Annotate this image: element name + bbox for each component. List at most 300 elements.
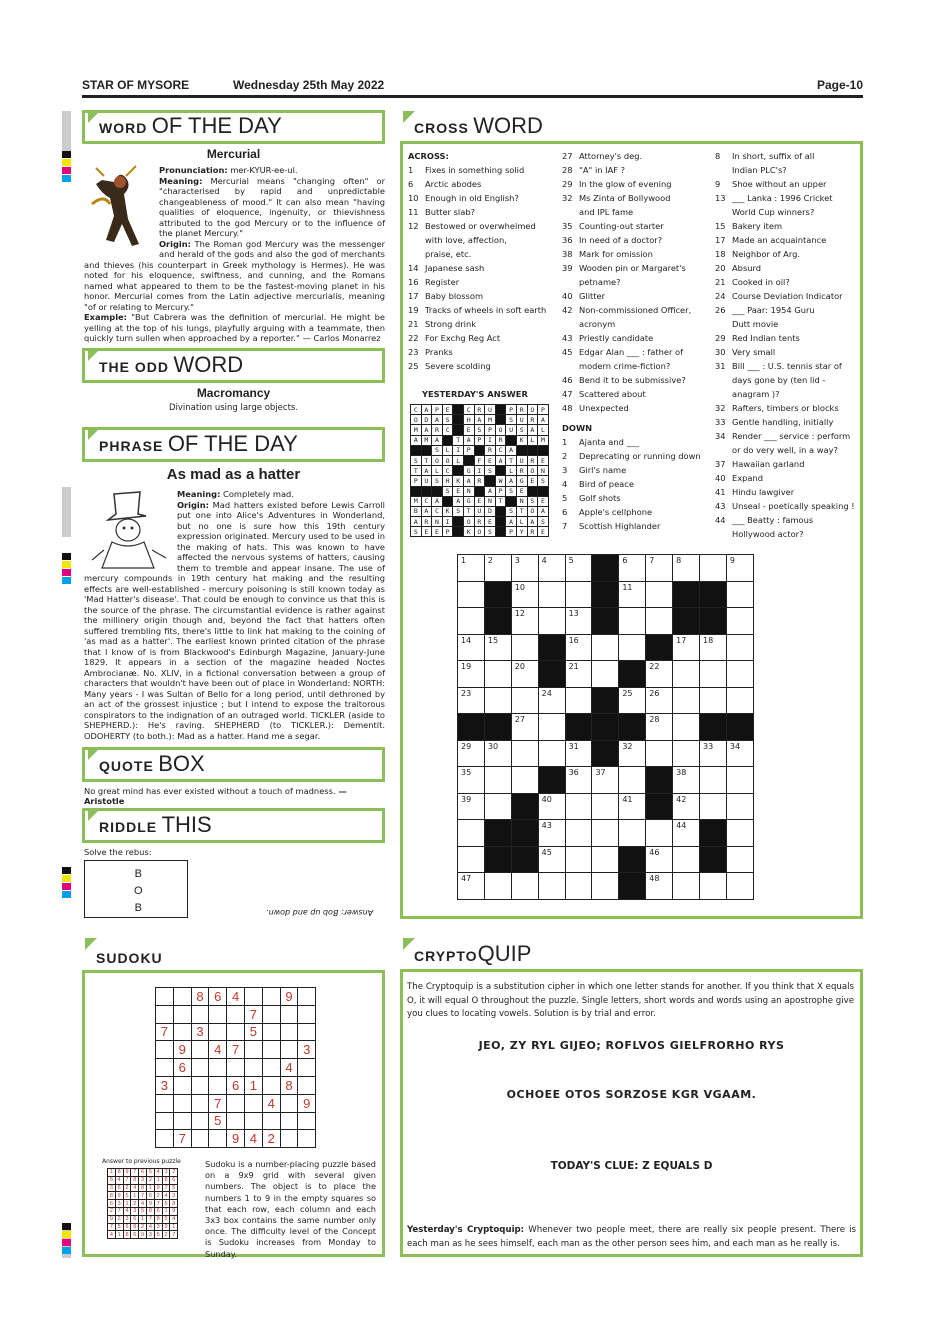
grid-cell[interactable] bbox=[538, 793, 565, 820]
answer-cell: I bbox=[485, 435, 496, 445]
grid-cell[interactable] bbox=[700, 793, 727, 820]
sudoku-cell[interactable] bbox=[244, 1041, 262, 1059]
grid-cell[interactable] bbox=[484, 873, 511, 900]
grid-cell[interactable] bbox=[592, 767, 619, 794]
sudoku-cell[interactable] bbox=[262, 1112, 280, 1130]
grid-cell[interactable] bbox=[565, 634, 592, 661]
block-cell bbox=[592, 555, 619, 582]
grid-cell[interactable] bbox=[646, 714, 673, 741]
block-cell bbox=[619, 873, 646, 900]
sudoku-cell[interactable] bbox=[209, 1005, 227, 1023]
answer-cell bbox=[495, 517, 506, 527]
sudoku-cell[interactable] bbox=[262, 1005, 280, 1023]
cryptoquip-yesterday: Yesterday's Cryptoquip: Whenever two people meet, there are really six people present. There is each man as he sees himself, each man as the other person sees him, and each man as he really is. bbox=[407, 1225, 856, 1249]
grid-cell[interactable] bbox=[538, 581, 565, 608]
sudoku-cell[interactable] bbox=[262, 1023, 280, 1041]
grid-cell[interactable] bbox=[458, 820, 485, 847]
sudoku-cell: 9 bbox=[280, 988, 298, 1006]
sudoku-cell[interactable] bbox=[298, 1059, 316, 1077]
answer-cell: L bbox=[442, 445, 453, 455]
answer-cell: Y bbox=[516, 527, 527, 537]
sudoku-cell[interactable] bbox=[173, 988, 191, 1006]
grid-cell[interactable] bbox=[726, 634, 753, 661]
answer-cell: S bbox=[432, 445, 443, 455]
grid-cell[interactable] bbox=[592, 846, 619, 873]
sudoku-cell[interactable] bbox=[227, 1059, 245, 1077]
answer-cell bbox=[495, 527, 506, 537]
sudoku-cell[interactable] bbox=[209, 1023, 227, 1041]
answer-cell: I bbox=[442, 517, 453, 527]
sudoku-cell[interactable] bbox=[156, 1041, 174, 1059]
grid-cell[interactable] bbox=[511, 714, 538, 741]
sudoku-cell: 1 bbox=[162, 1207, 170, 1215]
block-cell bbox=[700, 581, 727, 608]
grid-cell[interactable] bbox=[646, 555, 673, 582]
quote-title: QUOTE BOX bbox=[82, 747, 385, 782]
sudoku-cell: 3 bbox=[162, 1169, 170, 1177]
sudoku-cell[interactable] bbox=[298, 1112, 316, 1130]
clue-row: 47 Scattered about bbox=[562, 389, 646, 399]
answer-cell: H bbox=[463, 415, 474, 425]
grid-cell[interactable] bbox=[458, 873, 485, 900]
sudoku-cell[interactable] bbox=[262, 1059, 280, 1077]
answer-cell: C bbox=[432, 506, 443, 516]
grid-cell[interactable] bbox=[726, 608, 753, 635]
answer-cell: A bbox=[506, 445, 517, 455]
cell-number: 40 bbox=[541, 794, 552, 804]
cell-number: 41 bbox=[622, 794, 633, 804]
sudoku-cell[interactable] bbox=[262, 1041, 280, 1059]
answer-cell: R bbox=[495, 435, 506, 445]
sudoku-cell[interactable] bbox=[191, 1094, 209, 1112]
grid-cell[interactable] bbox=[646, 661, 673, 688]
grid-cell[interactable] bbox=[700, 687, 727, 714]
sudoku-cell[interactable] bbox=[191, 1059, 209, 1077]
grid-cell[interactable] bbox=[511, 873, 538, 900]
answer-cell: O bbox=[432, 455, 443, 465]
sudoku-cell[interactable] bbox=[298, 1076, 316, 1094]
grid-cell[interactable] bbox=[484, 740, 511, 767]
grid-cell[interactable] bbox=[538, 687, 565, 714]
answer-cell: U bbox=[421, 476, 432, 486]
down-clues bbox=[715, 149, 863, 541]
grid-cell[interactable] bbox=[673, 793, 700, 820]
grid-cell[interactable] bbox=[619, 555, 646, 582]
answer-cell: A bbox=[463, 476, 474, 486]
grid-cell[interactable] bbox=[458, 661, 485, 688]
block-cell bbox=[538, 767, 565, 794]
grid-cell[interactable] bbox=[565, 581, 592, 608]
cell-number: 7 bbox=[649, 556, 655, 565]
grid-cell[interactable] bbox=[484, 687, 511, 714]
clue-row: 19 Tracks of wheels in soft earth bbox=[408, 305, 547, 315]
answer-cell: T bbox=[453, 435, 464, 445]
sudoku-cell[interactable] bbox=[227, 1112, 245, 1130]
down-heading: DOWN bbox=[562, 423, 593, 433]
answer-cell: T bbox=[421, 455, 432, 465]
grid-cell[interactable] bbox=[592, 793, 619, 820]
clue-row: 28 "A" in IAF ? bbox=[562, 165, 626, 175]
grid-cell[interactable] bbox=[565, 767, 592, 794]
clue-row: petname? bbox=[579, 277, 621, 287]
answer-cell: A bbox=[432, 496, 443, 506]
sudoku-cell[interactable] bbox=[209, 1130, 227, 1148]
sudoku-cell: 6 bbox=[123, 1223, 131, 1231]
grid-cell[interactable] bbox=[646, 687, 673, 714]
grid-cell[interactable] bbox=[619, 767, 646, 794]
sudoku-cell[interactable] bbox=[156, 1112, 174, 1130]
grid-cell[interactable] bbox=[619, 687, 646, 714]
grid-cell[interactable] bbox=[673, 820, 700, 847]
sudoku-cell[interactable] bbox=[173, 1076, 191, 1094]
grid-cell[interactable] bbox=[726, 793, 753, 820]
grid-cell[interactable] bbox=[511, 608, 538, 635]
grid-cell[interactable] bbox=[619, 793, 646, 820]
grid-cell[interactable] bbox=[619, 608, 646, 635]
sudoku-cell: 2 bbox=[139, 1223, 147, 1231]
sudoku-cell[interactable] bbox=[280, 1005, 298, 1023]
grid-cell[interactable] bbox=[484, 634, 511, 661]
sudoku-cell: 4 bbox=[139, 1200, 147, 1208]
grid-cell[interactable] bbox=[538, 608, 565, 635]
grid-cell[interactable] bbox=[726, 846, 753, 873]
grid-cell[interactable] bbox=[673, 846, 700, 873]
riddle-title: RIDDLE THIS bbox=[82, 808, 385, 843]
answer-cell: T bbox=[516, 506, 527, 516]
sudoku-cell[interactable] bbox=[191, 1112, 209, 1130]
answer-cell: A bbox=[421, 425, 432, 435]
grid-cell[interactable] bbox=[458, 581, 485, 608]
sudoku-cell[interactable] bbox=[191, 1130, 209, 1148]
grid-cell[interactable] bbox=[538, 873, 565, 900]
grid-cell[interactable] bbox=[592, 634, 619, 661]
grid-cell[interactable] bbox=[592, 661, 619, 688]
grid-cell[interactable] bbox=[673, 767, 700, 794]
clue-row: 17 Made an acquaintance bbox=[715, 235, 827, 245]
sudoku-cell[interactable] bbox=[227, 1094, 245, 1112]
sudoku-cell[interactable] bbox=[280, 1130, 298, 1148]
clue-row: 6 Arctic abodes bbox=[408, 179, 482, 189]
cell-number: 24 bbox=[541, 688, 552, 698]
sudoku-cell: 8 bbox=[115, 1169, 123, 1177]
answer-cell: S bbox=[506, 506, 517, 516]
sudoku-cell: 3 bbox=[123, 1215, 131, 1223]
grid-cell[interactable] bbox=[700, 873, 727, 900]
grid-cell[interactable] bbox=[565, 846, 592, 873]
sudoku-cell: 5 bbox=[244, 1023, 262, 1041]
grid-cell[interactable] bbox=[511, 687, 538, 714]
cryptoquip-clue: TODAY'S CLUE: Z EQUALS D bbox=[550, 1160, 713, 1172]
cell-number: 44 bbox=[676, 821, 687, 830]
answer-cell: U bbox=[516, 415, 527, 425]
sudoku-cell: 5 bbox=[162, 1215, 170, 1223]
sudoku-cell: 7 bbox=[154, 1200, 162, 1208]
sudoku-cell[interactable] bbox=[280, 1023, 298, 1041]
sudoku-cell[interactable] bbox=[262, 988, 280, 1006]
sudoku-cell[interactable] bbox=[298, 1005, 316, 1023]
grid-cell[interactable] bbox=[700, 767, 727, 794]
grid-cell[interactable] bbox=[458, 555, 485, 582]
answer-cell: O bbox=[463, 517, 474, 527]
sudoku-cell[interactable] bbox=[156, 1059, 174, 1077]
clue-row: 4 Bird of peace bbox=[562, 479, 634, 489]
sudoku-cell: 6 bbox=[139, 1169, 147, 1177]
grid-cell[interactable] bbox=[726, 873, 753, 900]
sudoku-cell[interactable] bbox=[244, 1094, 262, 1112]
sudoku-cell[interactable] bbox=[156, 988, 174, 1006]
sudoku-cell: 5 bbox=[139, 1207, 147, 1215]
grid-cell[interactable] bbox=[511, 634, 538, 661]
grid-cell[interactable] bbox=[700, 661, 727, 688]
sudoku-cell: 6 bbox=[131, 1215, 139, 1223]
grid-cell[interactable] bbox=[511, 581, 538, 608]
grid-cell[interactable] bbox=[511, 661, 538, 688]
grid-cell[interactable] bbox=[673, 634, 700, 661]
cell-number: 5 bbox=[568, 556, 574, 565]
cell-number: 6 bbox=[622, 556, 628, 565]
grid-cell[interactable] bbox=[565, 740, 592, 767]
grid-cell[interactable] bbox=[673, 714, 700, 741]
answer-cell bbox=[474, 445, 485, 455]
clue-row: 31 Bill ___ : U.S. tennis star of bbox=[715, 361, 842, 371]
sudoku-cell[interactable] bbox=[262, 1076, 280, 1094]
answer-cell: S bbox=[442, 415, 453, 425]
grid-cell[interactable] bbox=[458, 608, 485, 635]
clue-row: 16 Register bbox=[408, 277, 460, 287]
sudoku-cell: 1 bbox=[146, 1184, 154, 1192]
grid-cell[interactable] bbox=[458, 687, 485, 714]
grid-cell[interactable] bbox=[484, 555, 511, 582]
grid-cell[interactable] bbox=[565, 820, 592, 847]
sudoku-cell: 3 bbox=[170, 1192, 178, 1200]
sudoku-cell[interactable] bbox=[173, 1094, 191, 1112]
grid-cell[interactable] bbox=[619, 820, 646, 847]
answer-cell: A bbox=[527, 517, 538, 527]
sudoku-cell: 9 bbox=[139, 1231, 147, 1239]
cell-number: 20 bbox=[514, 662, 525, 671]
grid-cell[interactable] bbox=[646, 581, 673, 608]
answer-cell: S bbox=[506, 415, 517, 425]
block-cell bbox=[592, 714, 619, 741]
clue-row: 43 Priestly candidate bbox=[562, 333, 654, 343]
grid-cell[interactable] bbox=[619, 634, 646, 661]
block-cell bbox=[484, 714, 511, 741]
clue-row: 18 Neighbor of Arg. bbox=[715, 249, 801, 259]
sudoku-cell[interactable] bbox=[280, 1041, 298, 1059]
grid-cell[interactable] bbox=[700, 555, 727, 582]
answer-cell: E bbox=[538, 455, 549, 465]
sudoku-cell: 7 bbox=[162, 1184, 170, 1192]
grid-cell[interactable] bbox=[726, 740, 753, 767]
clue-row: 1 Ajanta and ___ bbox=[562, 437, 639, 447]
grid-cell[interactable] bbox=[458, 634, 485, 661]
answer-cell: A bbox=[421, 506, 432, 516]
block-cell bbox=[592, 740, 619, 767]
cell-number: 31 bbox=[568, 741, 579, 751]
page-number: Page-10 bbox=[816, 78, 863, 92]
grid-cell[interactable] bbox=[565, 608, 592, 635]
grid-cell[interactable] bbox=[619, 581, 646, 608]
grid-cell[interactable] bbox=[726, 687, 753, 714]
grid-cell[interactable] bbox=[565, 793, 592, 820]
answer-cell: P bbox=[474, 435, 485, 445]
sudoku-cell: 8 bbox=[131, 1223, 139, 1231]
grid-cell[interactable] bbox=[673, 873, 700, 900]
grid-cell[interactable] bbox=[726, 820, 753, 847]
cell-number: 29 bbox=[461, 741, 472, 751]
grid-cell[interactable] bbox=[726, 581, 753, 608]
answer-cell: L bbox=[506, 466, 517, 476]
answer-cell bbox=[506, 496, 517, 506]
grid-cell[interactable] bbox=[538, 846, 565, 873]
sudoku-cell: 6 bbox=[170, 1176, 178, 1184]
clue-row: or do very well, in a way? bbox=[732, 445, 838, 455]
grid-cell[interactable] bbox=[538, 740, 565, 767]
cell-number: 23 bbox=[461, 688, 472, 698]
sudoku-cell: 1 bbox=[154, 1176, 162, 1184]
cell-number: 10 bbox=[514, 582, 525, 592]
answer-cell: P bbox=[506, 405, 517, 415]
sudoku-cell[interactable] bbox=[156, 1005, 174, 1023]
answer-cell: R bbox=[527, 455, 538, 465]
grid-cell[interactable] bbox=[592, 820, 619, 847]
answer-cell: R bbox=[474, 517, 485, 527]
answer-cell: N bbox=[538, 466, 549, 476]
sudoku-cell[interactable] bbox=[227, 1023, 245, 1041]
grid-cell[interactable] bbox=[484, 793, 511, 820]
grid-cell[interactable] bbox=[565, 873, 592, 900]
answer-cell: O bbox=[495, 425, 506, 435]
sudoku-cell: 4 bbox=[123, 1207, 131, 1215]
paper-name: STAR OF MYSORE bbox=[82, 78, 190, 92]
sudoku-cell: 6 bbox=[209, 988, 227, 1006]
grid-cell[interactable] bbox=[511, 740, 538, 767]
grid-cell[interactable] bbox=[484, 767, 511, 794]
grid-cell[interactable] bbox=[458, 740, 485, 767]
grid-cell[interactable] bbox=[565, 687, 592, 714]
sudoku-cell[interactable] bbox=[156, 1130, 174, 1148]
grid-cell[interactable] bbox=[458, 767, 485, 794]
grid-cell[interactable] bbox=[646, 846, 673, 873]
answer-cell bbox=[474, 486, 485, 496]
cell-number: 11 bbox=[622, 582, 633, 592]
block-cell bbox=[700, 714, 727, 741]
sudoku-cell: 9 bbox=[170, 1207, 178, 1215]
cell-number: 48 bbox=[649, 874, 660, 883]
grid-cell[interactable] bbox=[700, 634, 727, 661]
sudoku-cell[interactable] bbox=[227, 1005, 245, 1023]
across-clues bbox=[408, 149, 558, 373]
sudoku-cell[interactable] bbox=[156, 1094, 174, 1112]
grid-cell[interactable] bbox=[511, 767, 538, 794]
grid-cell[interactable] bbox=[646, 740, 673, 767]
grid-cell[interactable] bbox=[538, 714, 565, 741]
grid-cell[interactable] bbox=[646, 873, 673, 900]
sudoku-cell[interactable] bbox=[191, 1076, 209, 1094]
answer-cell: A bbox=[432, 415, 443, 425]
sudoku-cell: 4 bbox=[131, 1184, 139, 1192]
sudoku-cell: 4 bbox=[154, 1169, 162, 1177]
answer-cell: R bbox=[527, 527, 538, 537]
answer-cell: A bbox=[485, 486, 496, 496]
sudoku-cell[interactable] bbox=[280, 1112, 298, 1130]
answer-cell: C bbox=[495, 445, 506, 455]
grid-cell[interactable] bbox=[646, 820, 673, 847]
grid-cell[interactable] bbox=[538, 820, 565, 847]
block-cell bbox=[673, 608, 700, 635]
previous-sudoku-answer-grid bbox=[107, 1168, 178, 1239]
cell-number: 26 bbox=[649, 688, 660, 698]
grid-cell[interactable] bbox=[458, 846, 485, 873]
sudoku-cell[interactable] bbox=[173, 1005, 191, 1023]
grid-cell[interactable] bbox=[726, 555, 753, 582]
sudoku-title: SUDOKU bbox=[82, 937, 385, 973]
grid-cell[interactable] bbox=[673, 661, 700, 688]
block-cell bbox=[646, 767, 673, 794]
sudoku-cell[interactable] bbox=[173, 1023, 191, 1041]
answer-cell: L bbox=[538, 425, 549, 435]
sudoku-cell[interactable] bbox=[244, 1059, 262, 1077]
answer-cell: E bbox=[463, 425, 474, 435]
grid-cell[interactable] bbox=[726, 661, 753, 688]
grid-cell[interactable] bbox=[646, 608, 673, 635]
clue-row: modern crime-fiction? bbox=[579, 361, 671, 371]
answer-cell: O bbox=[442, 455, 453, 465]
crossword-title: CROSS WORD bbox=[400, 110, 863, 144]
grid-cell[interactable] bbox=[673, 687, 700, 714]
sudoku-cell: 4 bbox=[162, 1192, 170, 1200]
grid-cell[interactable] bbox=[538, 555, 565, 582]
answer-cell: E bbox=[516, 486, 527, 496]
answer-cell: A bbox=[411, 435, 422, 445]
sudoku-cell[interactable] bbox=[209, 1076, 227, 1094]
grid-cell[interactable] bbox=[673, 740, 700, 767]
sudoku-cell: 4 bbox=[209, 1041, 227, 1059]
clue-row: 14 Japanese sash bbox=[408, 263, 485, 273]
clue-row: 44 ___ Beatty : famous bbox=[715, 515, 814, 525]
grid-cell[interactable] bbox=[700, 740, 727, 767]
grid-cell[interactable] bbox=[592, 873, 619, 900]
sudoku-cell: 8 bbox=[123, 1231, 131, 1239]
answer-cell: S bbox=[442, 486, 453, 496]
clue-row: 38 Mark for omission bbox=[562, 249, 653, 259]
answer-cell bbox=[411, 486, 422, 496]
sudoku-cell: 8 bbox=[139, 1184, 147, 1192]
sudoku-cell[interactable] bbox=[298, 1023, 316, 1041]
clue-row: 20 Absurd bbox=[715, 263, 762, 273]
grid-cell[interactable] bbox=[673, 555, 700, 582]
answer-cell: K bbox=[453, 476, 464, 486]
sudoku-cell[interactable] bbox=[298, 1130, 316, 1148]
sudoku-cell[interactable] bbox=[191, 1041, 209, 1059]
grid-cell[interactable] bbox=[511, 555, 538, 582]
sudoku-cell[interactable] bbox=[298, 988, 316, 1006]
sudoku-cell[interactable] bbox=[244, 1112, 262, 1130]
grid-cell[interactable] bbox=[484, 661, 511, 688]
prev-answer-label: Answer to previous puzzle bbox=[102, 1158, 181, 1165]
answer-cell: E bbox=[474, 496, 485, 506]
grid-cell[interactable] bbox=[565, 661, 592, 688]
sudoku-cell[interactable] bbox=[280, 1094, 298, 1112]
grid-cell[interactable] bbox=[565, 555, 592, 582]
sudoku-cell[interactable] bbox=[191, 1005, 209, 1023]
grid-cell[interactable] bbox=[726, 767, 753, 794]
grid-cell[interactable] bbox=[458, 793, 485, 820]
sudoku-cell[interactable] bbox=[209, 1059, 227, 1077]
sudoku-cell[interactable] bbox=[244, 988, 262, 1006]
grid-cell[interactable] bbox=[619, 740, 646, 767]
sudoku-cell[interactable] bbox=[173, 1112, 191, 1130]
